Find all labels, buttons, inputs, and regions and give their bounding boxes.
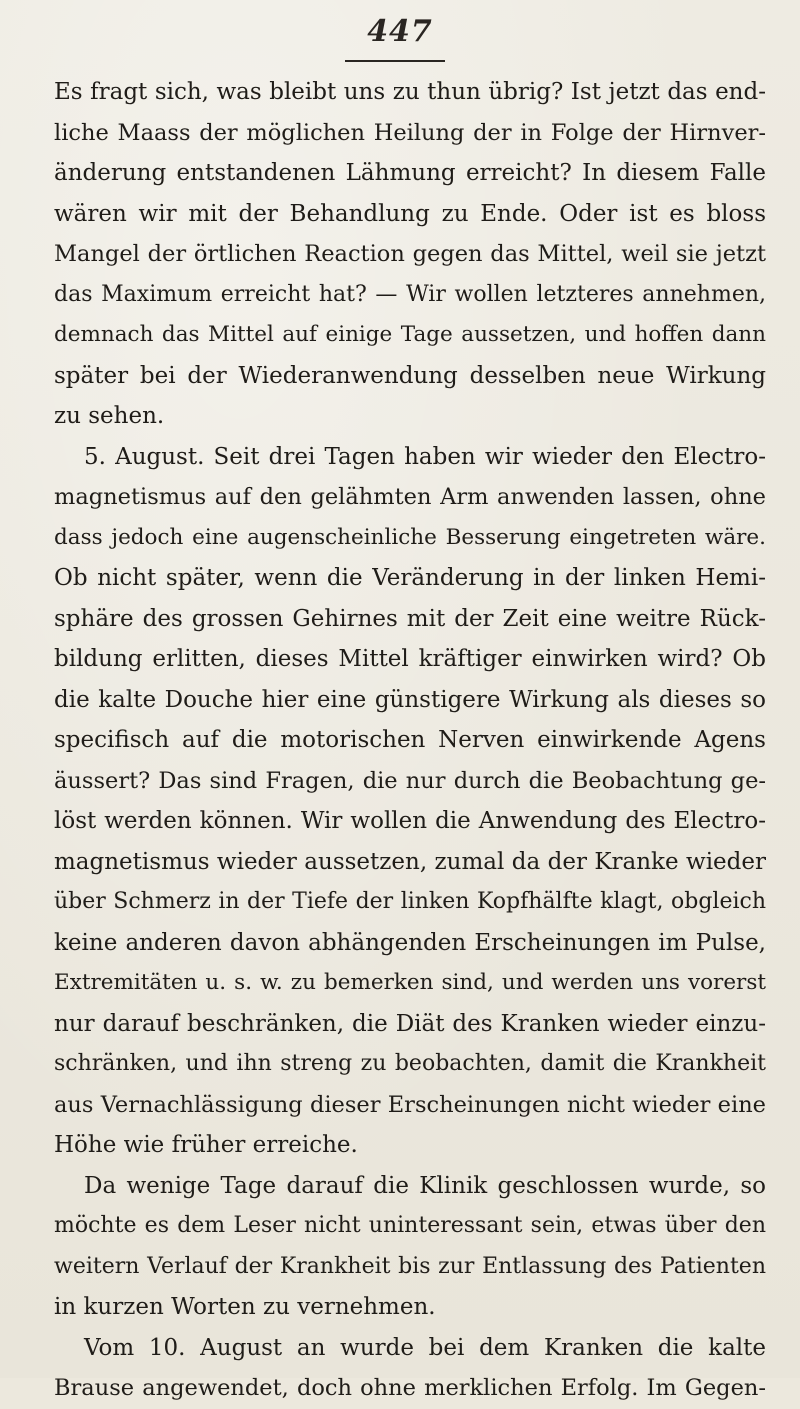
text-line: Mangel der örtlichen Reaction gegen das Mittel, weil sie jetzt	[54, 241, 766, 267]
text-line: Da wenige Tage darauf die Klinik geschlossen wurde, so	[84, 1172, 766, 1199]
text-line: specifisch auf die motorischen Nerven einwirkende Agens	[54, 727, 766, 753]
text-line: Ob nicht später, wenn die Veränderung in der linken Hemi-	[54, 565, 766, 591]
text-line: möchte es dem Leser nicht uninteressant sein, etwas über den	[54, 1213, 766, 1238]
text-line: die kalte Douche hier eine günstigere Wirkung als dieses so	[54, 686, 766, 713]
text-line: 5. August. Seit drei Tagen haben wir wieder den Electro-	[84, 443, 766, 470]
text-line: äussert? Das sind Fragen, die nur durch die Beobachtung ge-	[54, 767, 766, 794]
text-line: Es fragt sich, was bleibt uns zu thun übrig? Ist jetzt das end-	[54, 79, 766, 105]
body-text	[54, 72, 766, 1409]
text-line: keine anderen davon abhängenden Erscheinungen im Pulse,	[54, 929, 766, 956]
text-line: löst werden können. Wir wollen die Anwendung des Electro-	[54, 808, 766, 834]
text-line: sphäre des grossen Gehirnes mit der Zeit eine weitre Rück-	[54, 605, 766, 632]
text-line: magnetismus wieder aussetzen, zumal da der Kranke wieder	[54, 848, 766, 875]
header-rule	[345, 60, 445, 62]
text-line: schränken, und ihn streng zu beobachten, damit die Krankheit	[54, 1051, 766, 1076]
text-line: über Schmerz in der Tiefe der linken Kopfhälfte klagt, obgleich	[54, 889, 766, 914]
text-line: bildung erlitten, dieses Mittel kräftiger einwirken wird? Ob	[54, 646, 766, 672]
text-line: das Maximum erreicht hat? — Wir wollen letzteres annehmen,	[54, 281, 766, 307]
text-line: zu sehen.	[54, 403, 165, 429]
text-line: später bei der Wiederanwendung desselben neue Wirkung	[54, 362, 766, 389]
text-line: dass jedoch eine augenscheinliche Besserung eingetreten wäre.	[54, 524, 766, 550]
page-number: 447	[367, 14, 433, 49]
text-line: magnetismus auf den gelähmten Arm anwenden lassen, ohne	[54, 484, 766, 510]
text-line: nur darauf beschränken, die Diät des Kranken wieder einzu-	[54, 1010, 766, 1037]
text-line: Extremitäten u. s. w. zu bemerken sind, und werden uns vorerst	[54, 970, 766, 995]
text-line: demnach das Mittel auf einige Tage aussetzen, und hoffen dann	[54, 322, 766, 347]
text-line: aus Vernachlässigung dieser Erscheinungen nicht wieder eine	[54, 1091, 766, 1118]
text-line: wären wir mit der Behandlung zu Ende. Oder ist es bloss	[54, 200, 766, 227]
text-line: in kurzen Worten zu vernehmen.	[54, 1294, 436, 1320]
text-line: liche Maass der möglichen Heilung der in Folge der Hirnver-	[54, 119, 766, 146]
text-line: weitern Verlauf der Krankheit bis zur Entlassung des Patienten	[54, 1253, 766, 1279]
text-line: änderung entstandenen Lähmung erreicht? In diesem Falle	[54, 160, 766, 186]
text-line: Brause angewendet, doch ohne merklichen Erfolg. Im Gegen-	[54, 1375, 766, 1401]
text-line: Höhe wie früher erreiche.	[54, 1132, 358, 1158]
text-line: Vom 10. August an wurde bei dem Kranken die kalte	[84, 1334, 766, 1361]
